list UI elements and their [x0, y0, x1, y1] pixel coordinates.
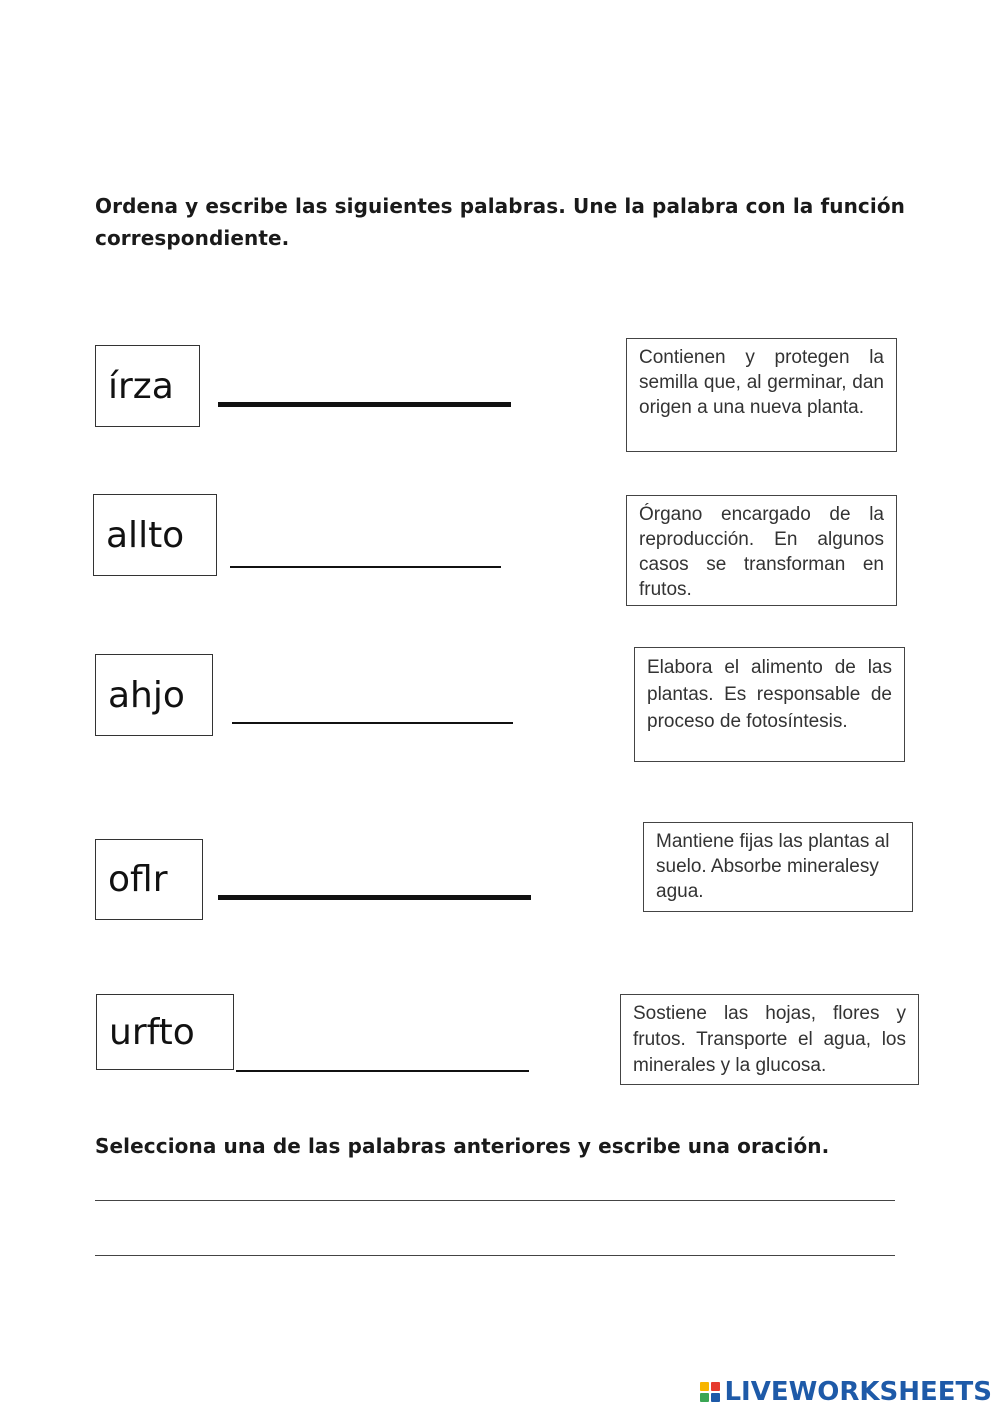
sentence-input-1[interactable] [95, 1171, 895, 1201]
definition-box: Órgano encargado de la reproducción. En algunos casos se transforman en frutos. [626, 495, 897, 606]
answer-input-2[interactable] [230, 528, 501, 568]
sentence-instruction: Selecciona una de las palabras anteriores y escribe una oración. [95, 1134, 830, 1158]
instruction-line-1: Ordena y escribe las siguientes palabras. Une la palabra con la función [95, 194, 906, 218]
definition-box: Mantiene fijas las plantas al suelo. Absorbe mineralesy agua. [643, 822, 913, 912]
answer-input-1[interactable] [218, 365, 511, 407]
definition-box: Contienen y protegen la semilla que, al germinar, dan origen a una nueva planta. [626, 338, 897, 452]
answer-input-3[interactable] [232, 684, 513, 724]
liveworksheets-logo [700, 1377, 992, 1407]
scrambled-word-box: urfto [96, 994, 234, 1070]
instruction-line-2: correspondiente. [95, 226, 290, 250]
scrambled-word-box: írza [95, 345, 200, 427]
scrambled-word-box: allto [93, 494, 217, 576]
sentence-input-2[interactable] [95, 1226, 895, 1256]
answer-input-4[interactable] [218, 858, 531, 900]
brand-name: LIVEWORKSHEETS [724, 1377, 992, 1407]
definition-box: Elabora el alimento de las plantas. Es responsable de proceso de fotosíntesis. [634, 647, 905, 762]
definition-box: Sostiene las hojas, flores y frutos. Transporte el agua, los minerales y la glucosa. [620, 994, 919, 1085]
answer-input-5[interactable] [236, 1030, 529, 1072]
scrambled-word-box: ahjo [95, 654, 213, 736]
liveworksheets-logo-icon [700, 1382, 720, 1402]
scrambled-word-box: oflr [95, 839, 203, 920]
